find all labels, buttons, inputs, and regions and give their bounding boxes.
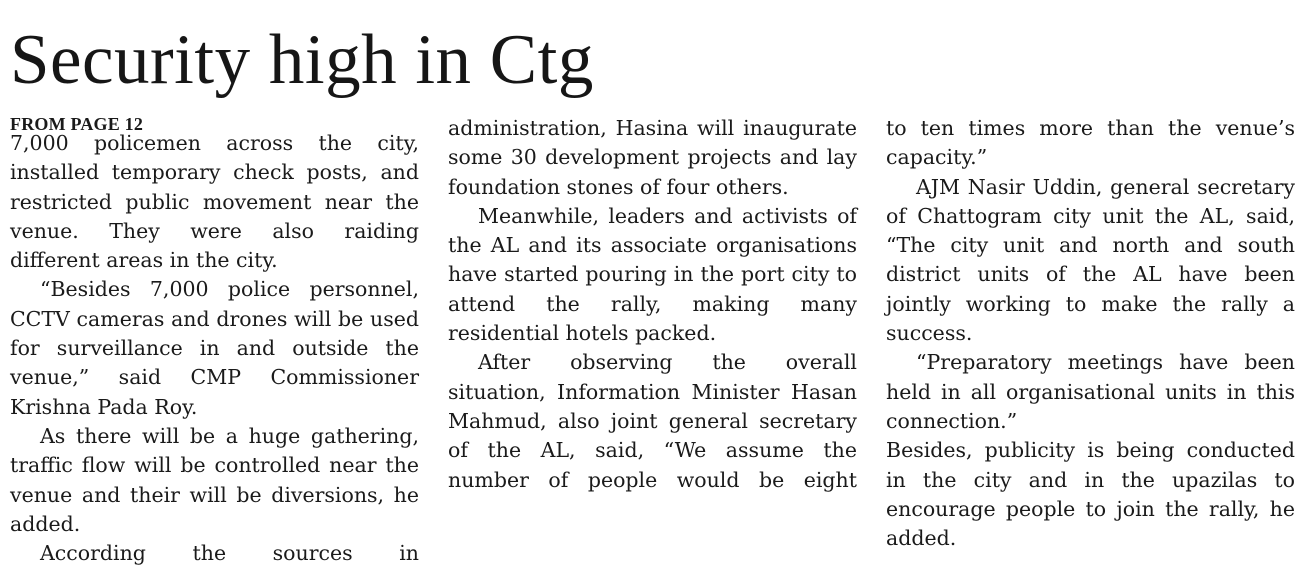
paragraph: 7,000 policemen across the city, installed temporary check posts, and restricted public movement near the venue. They were also raiding different areas in the city. (10, 131, 419, 273)
article-column-2 (448, 114, 857, 495)
article-column-3 (886, 114, 1295, 553)
paragraph: “Besides 7,000 police personnel, CCTV cameras and drones will be used for surveillance in and outside the venue,” said CMP Commissioner Krishna Pada Roy. (10, 277, 419, 419)
paragraph: As there will be a huge gathering, traffic flow will be controlled near the venue and their will be diversions, he added. (10, 423, 419, 536)
paragraph: administration, Hasina will inaugurate some 30 development projects and lay foundation stones of four others. (448, 116, 857, 199)
paragraph: to ten times more than the venue’s capacity.” (886, 116, 1295, 170)
paragraph: AJM Nasir Uddin, general secretary of Chattogram city unit the AL, said, “The city unit and north and south district units of the AL have been jointly working to make the rally a success. (886, 174, 1295, 346)
paragraph: According the sources in (40, 541, 419, 566)
article-column-1 (10, 114, 419, 568)
paragraph: After observing the overall situation, Information Minister Hasan Mahmud, also joint general secretary of the AL, said, “We assume the number of people would be eight (448, 350, 857, 492)
paragraph: “Preparatory meetings have been held in all organisational units in this connection.” (886, 350, 1295, 433)
headline: Security high in Ctg (10, 21, 594, 99)
paragraph: Besides, publicity is being conducted in the city and in the upazilas to encourage people to join the rally, he added. (886, 438, 1295, 551)
paragraph: Meanwhile, leaders and activists of the AL and its associate organisations have started pouring in the port city to attend the rally, making many residential hotels packed. (448, 203, 857, 346)
jump-label: FROM PAGE 12 (10, 114, 144, 134)
